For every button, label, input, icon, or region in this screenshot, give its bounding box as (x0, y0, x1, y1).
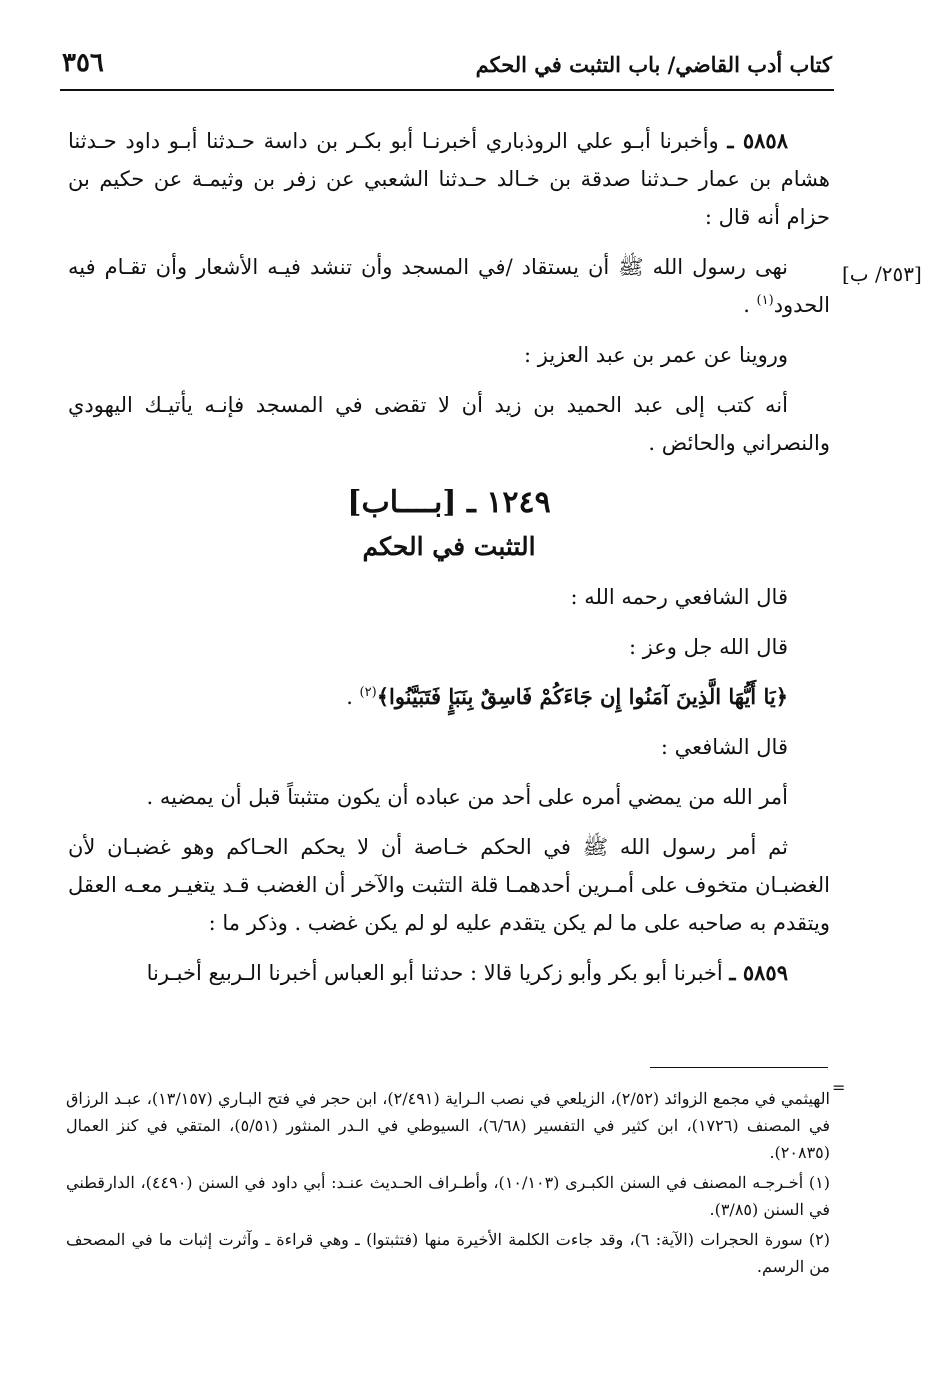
chapter-number: ١٢٤٩ ـ [بــــاب] (347, 485, 551, 520)
hadith-5858 (68, 122, 830, 236)
paragraph-end: . (743, 293, 757, 317)
paragraph: أنه كتب إلى عبد الحميد بن زيد أن لا تقضى في المسجد فإنـه يأتيـك اليهودي والنصراني والحائض . (68, 393, 830, 455)
paragraph-end: . (346, 685, 360, 709)
paragraph-text: نهى رسول الله ﷺ أن يستقاد /في المسجد وأن تنشد فيـه الأشعار وأن تقـام فيه الحدود (68, 255, 830, 317)
paragraph: ثم أمر رسول الله ﷺ في الحكم خـاصة أن لا يحكم الحـاكم وهو غضبـان لأن الغضبـان متخوف على أمـرين أحدهمـا قلة التثبت والآخر أن الغضب قـد يتغيـر معـه العقل ويتقدم به صاحبه على ما لم يكن يتقدم عليه لو لم يكن غضب . وذكر ما : (68, 835, 830, 935)
paragraph: وروينا عن عمر بن عبد العزيز : (523, 343, 788, 367)
hadith-text: وأخبرنا أبـو علي الروذباري أخبرنـا أبو بكـر بن داسة حـدثنا أبـو داود حـدثنا هشام بن عمار حـدثنا صدقة بن خـالد حـدثنا الشعبي عن زفر بن وثيمـة عن حكيم بن حزام أنه قال : (68, 129, 830, 229)
paragraph (68, 248, 830, 324)
page-number: ٣٥٦ (62, 48, 104, 78)
hadith-5859 (68, 954, 830, 992)
header-rule (60, 89, 834, 91)
margin-note: [٢٥٣/ ب] (842, 262, 922, 286)
footnote-rule (650, 1067, 828, 1068)
page-header (62, 48, 832, 84)
quran-verse (68, 678, 830, 716)
footnotes (66, 1085, 830, 1283)
quran-text: ﴿يَا أَيُّهَا الَّذِينَ آمَنُوا إِن جَاءَكُمْ فَاسِقٌ بِنَبَإٍ فَتَبَيَّنُوا﴾ (376, 684, 788, 709)
paragraph: قال الشافعي رحمه الله : (570, 585, 788, 609)
chapter-title: التثبت في الحكم (362, 532, 536, 561)
running-title: كتاب أدب القاضي/ باب التثبت في الحكم (475, 52, 832, 77)
footnote-continuation-mark: = (832, 1078, 846, 1097)
footnote-continuation: الهيثمي في مجمع الزوائد (٢/٥٢)، الزيلعي في نصب الـراية (٢/٤٩١)، ابن حجر في فتح البـاري (١٣/١٥٧)، عبـد الرزاق في المصنف (١٧٢٦)، ابن كثير في التفسير (٦/٦٨)، السيوطي في الـدر المنثور (٥/٥١)، المتقي في كنز العمال (٢٠٨٣٥). (66, 1089, 831, 1162)
footnote-ref: (١) (756, 293, 774, 308)
main-text (68, 122, 830, 1004)
footnote-2: (٢) سورة الحجرات (الآية: ٦)، وقد جاءت الكلمة الأخيرة منها (فتثبتوا) ـ وهي قراءة ـ وآثرت إثبات ما في المصحف من الرسم. (66, 1230, 830, 1276)
paragraph: أمر الله من يمضي أمره على أحد من عباده أن يكون متثبتاً قبل أن يمضيه . (146, 785, 788, 809)
hadith-number: ٥٨٥٩ ـ (729, 960, 788, 985)
paragraph: قال الشافعي : (660, 735, 788, 759)
footnote-ref: (٢) (359, 685, 377, 700)
footnote-1: (١) أخـرجـه المصنف في السنن الكبـرى (١٠/١٠٣)، وأطـراف الحـديث عنـد: أبي داود في السنن (٤٤٩٠)، الدارقطني في السنن (٣/٨٥). (66, 1173, 831, 1219)
paragraph: قال الله جل وعز : (628, 635, 788, 659)
hadith-number: ٥٨٥٨ ـ (727, 128, 788, 153)
hadith-text: أخبرنا أبو بكر وأبو زكريا قالا : حدثنا أبو العباس أخبرنا الـربيع أخبـرنا (146, 961, 730, 985)
chapter-heading (68, 480, 830, 568)
